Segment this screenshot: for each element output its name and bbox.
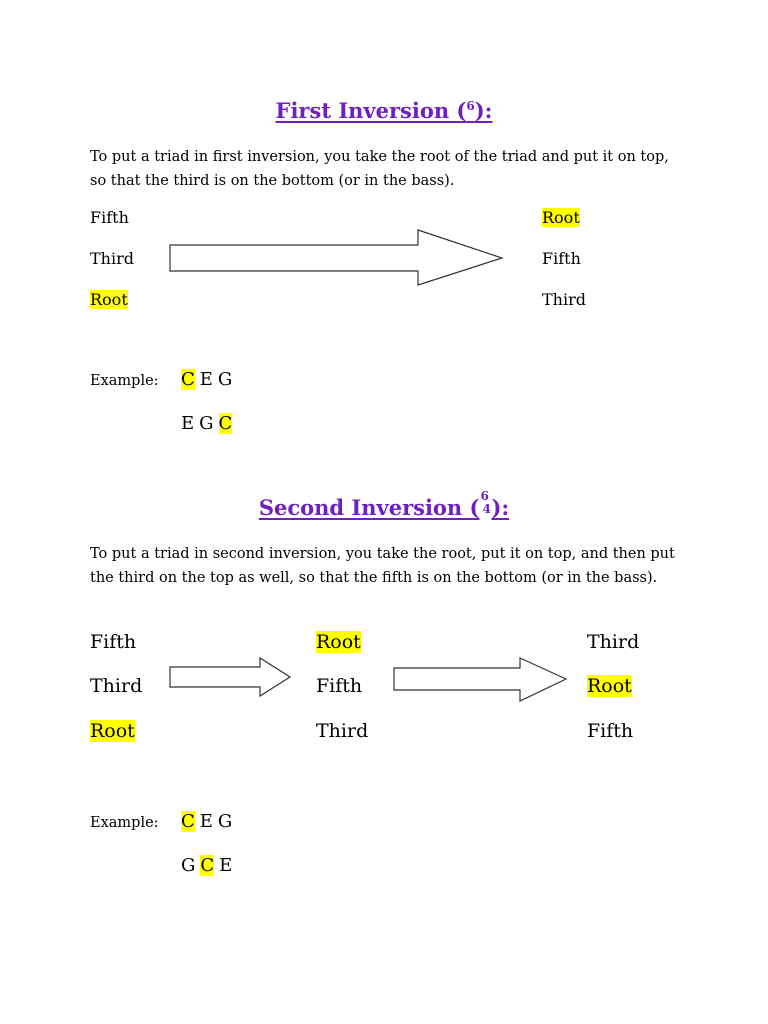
second-example-root-position [181,811,237,832]
first-left-fifth: Fifth [90,208,129,227]
note: E [181,413,195,434]
first-inversion-heading: First Inversion ($^6$): [275,98,493,123]
second-col1-root: Root [90,720,135,742]
first-right-third: Third [542,290,586,309]
first-example-root-position [181,369,237,390]
second-col1-fifth: Fifth [90,631,137,653]
second-arrow-2-icon [392,656,570,704]
second-inversion-heading: Second Inversion ( 6 4 ): [258,489,510,520]
second-col1-third: Third [90,675,143,697]
note: G [181,855,196,876]
first-inversion-description: To put a triad in first inversion, you take the root of the triad and put it on top, so that the third is on the bottom (or in the bass). [90,149,669,189]
first-arrow-icon [168,228,506,288]
second-inversion-description: To put a triad in second inversion, you take the root, put it on top, and then put the third on the top as well, so that the fifth is on the bottom (or in the bass). [90,546,675,586]
first-left-third: Third [90,249,134,268]
note: G [199,413,214,434]
note: E [199,811,213,832]
second-col2-third: Third [316,720,369,742]
note: C [181,369,195,390]
first-example-label: Example: [90,373,159,389]
second-col3-fifth: Fifth [587,720,634,742]
first-right-root: Root [542,208,580,227]
second-example-inverted [181,855,237,876]
first-right-fifth: Fifth [542,249,581,268]
first-example-inverted [181,413,237,434]
first-left-root: Root [90,290,128,309]
second-col3-third: Third [587,631,640,653]
second-col2-fifth: Fifth [316,675,363,697]
second-example-label: Example: [90,815,159,831]
note: C [218,413,233,434]
note: E [199,369,213,390]
second-arrow-1-icon [168,656,294,700]
note: G [217,369,233,390]
second-col3-root: Root [587,675,632,697]
second-col2-root: Root [316,631,361,653]
note: C [181,811,195,832]
note: C [200,855,215,876]
note: E [219,855,233,876]
note: G [217,811,233,832]
